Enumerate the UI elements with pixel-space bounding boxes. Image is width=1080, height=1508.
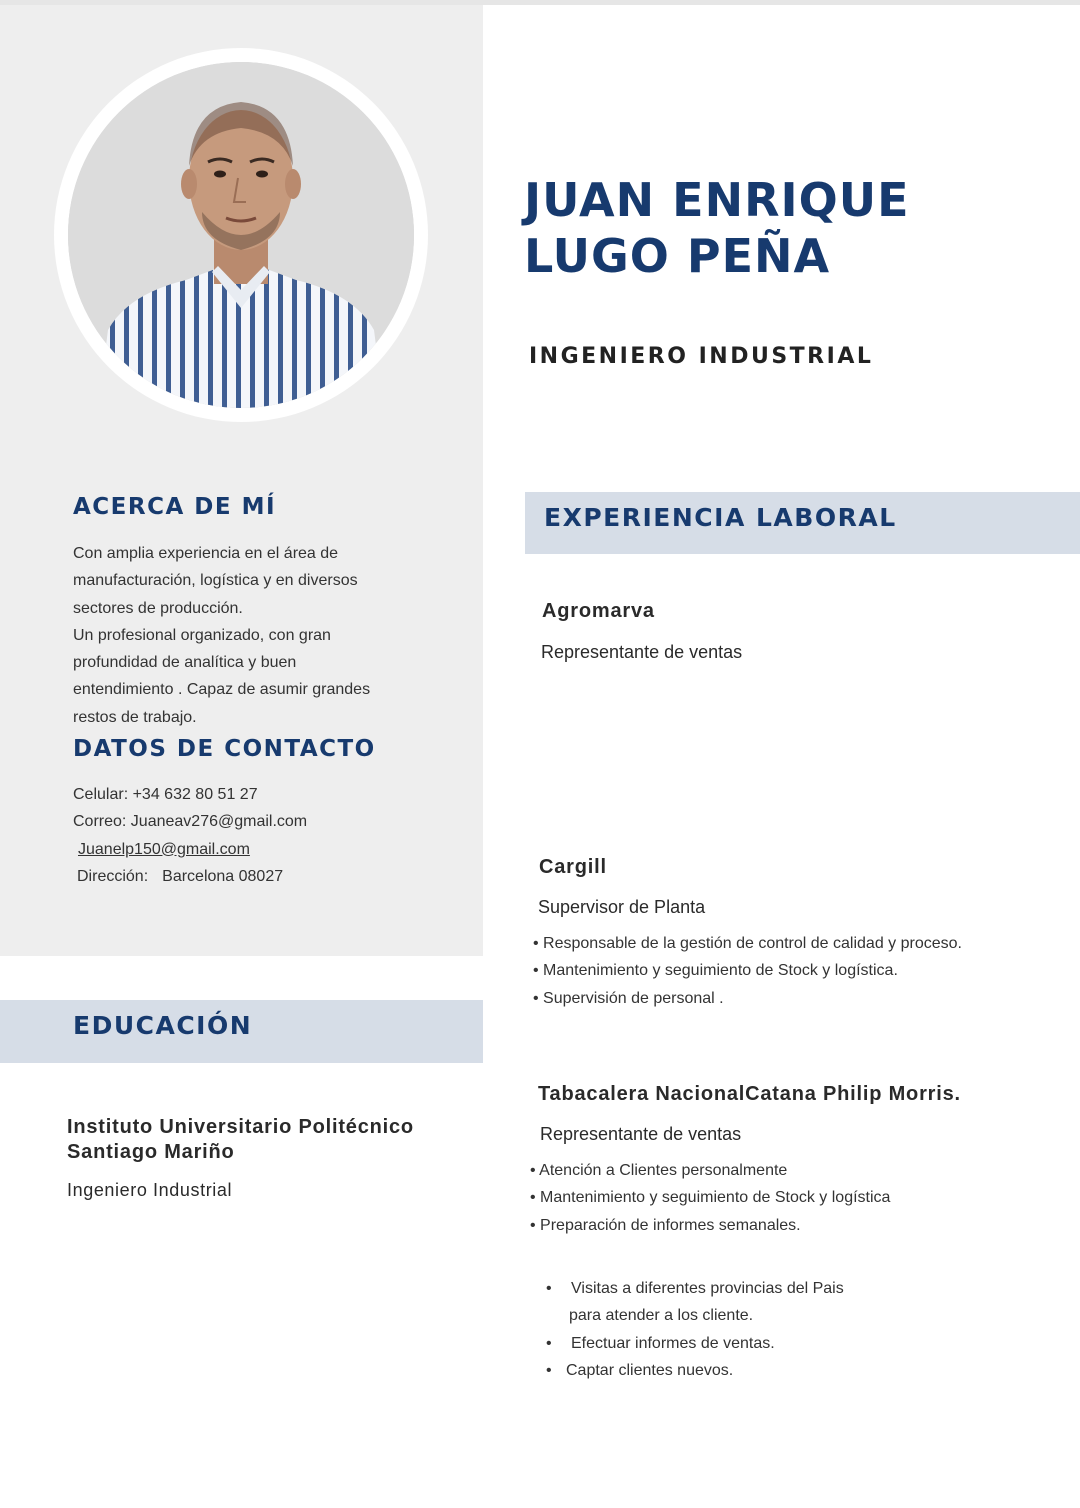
profile-photo <box>68 62 414 408</box>
bullet-icon: • <box>546 1280 552 1297</box>
contact-phone: Celular: +34 632 80 51 27 <box>73 786 258 803</box>
school-line-2: Santiago Mariño <box>67 1141 235 1163</box>
education-degree: Ingeniero Industrial <box>67 1180 233 1200</box>
contact-address <box>73 863 307 890</box>
address-label: Dirección: <box>77 867 149 885</box>
duty-item: • Responsable de la gestión de control de calidad y proceso. <box>533 935 962 952</box>
bullet-icon: • <box>546 1361 552 1379</box>
about-line: profundidad de analítica y buen <box>73 654 297 672</box>
job-entry-tabacalera <box>530 1083 961 1234</box>
job-role: Supervisor de Planta <box>538 897 706 917</box>
job-company: Cargill <box>539 856 607 878</box>
bullet-icon: • <box>546 1334 552 1352</box>
about-text <box>73 540 453 731</box>
duty-item: • Captar clientes nuevos. <box>546 1357 844 1384</box>
job-duties <box>530 1157 890 1239</box>
experience-heading: EXPERIENCIA LABORAL <box>544 503 897 532</box>
about-heading: ACERCA DE MÍ <box>73 494 277 520</box>
about-line: restos de trabajo. <box>73 708 197 726</box>
contact-email: Correo: Juaneav276@gmail.com <box>73 813 308 831</box>
contact-email-alt-link[interactable]: Juanelp150@gmail.com <box>78 840 250 858</box>
duty-item-continuation: para atender a los cliente. <box>569 1307 754 1325</box>
duty-item: • Efectuar informes de ventas. <box>546 1330 844 1357</box>
duty-item: • Mantenimiento y seguimiento de Stock y logística <box>530 1189 891 1207</box>
duty-item: • Supervisión de personal . <box>533 989 724 1007</box>
job-duties <box>533 930 962 1012</box>
full-name <box>524 172 910 284</box>
school-line-1: Instituto Universitario Politécnico <box>67 1116 414 1138</box>
name-line-2: LUGO PEÑA <box>524 229 831 283</box>
about-line: manufacturación, logística y en diversos <box>73 572 358 590</box>
duty-item: • Atención a Clientes personalmente <box>530 1162 788 1179</box>
duty-item: • Preparación de informes semanales. <box>530 1216 801 1234</box>
job-entry-cargill <box>533 856 962 1007</box>
about-line: Con amplia experiencia en el área de <box>73 545 339 562</box>
profile-photo-illustration <box>68 62 414 408</box>
education-school <box>67 1115 467 1165</box>
address-value: Barcelona 08027 <box>162 867 284 885</box>
name-line-1: JUAN ENRIQUE <box>524 173 910 227</box>
job-role: Representante de ventas <box>541 642 743 662</box>
duty-item: • Mantenimiento y seguimiento de Stock y logística. <box>533 962 898 980</box>
contact-list <box>73 781 307 890</box>
about-line: entendimiento . Capaz de asumir grandes <box>73 681 371 699</box>
job-company: Tabacalera NacionalCatana Philip Morris. <box>538 1083 961 1105</box>
job-company: Agromarva <box>542 600 655 622</box>
about-line: sectores de producción. <box>73 599 243 617</box>
professional-title: INGENIERO INDUSTRIAL <box>529 344 874 369</box>
job-duties <box>546 1275 844 1384</box>
job-role: Representante de ventas <box>540 1124 742 1144</box>
education-heading: EDUCACIÓN <box>73 1011 253 1040</box>
contact-heading: DATOS DE CONTACTO <box>73 736 376 762</box>
duty-item: • Visitas a diferentes provincias del Pais <box>546 1275 844 1302</box>
about-line: Un profesional organizado, con gran <box>73 626 331 644</box>
